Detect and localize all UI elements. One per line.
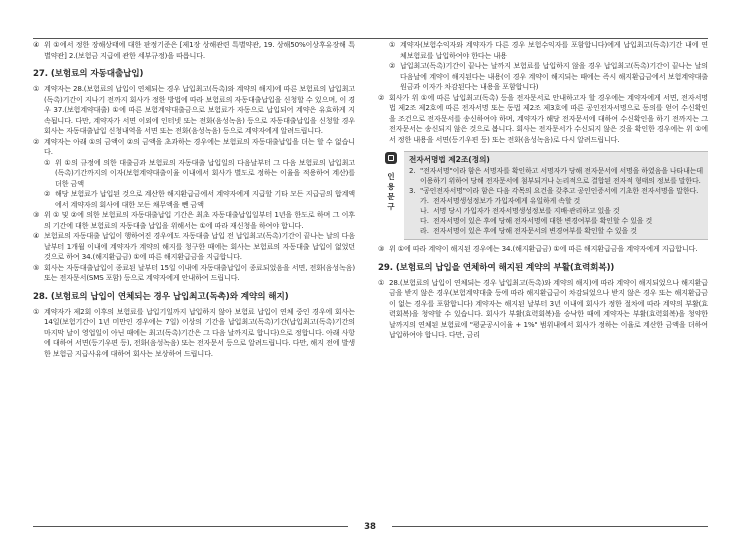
quotation-marker: 나. — [420, 207, 429, 215]
quotation-marker: 다. — [420, 217, 429, 225]
section-27-clause-2-sub-2 — [33, 189, 355, 210]
section-27-clause-3 — [33, 210, 355, 231]
clause-marker: ② — [33, 136, 40, 146]
quotation-text: 전자서명이 있은 후에 당해 전자문서의 변경여부를 확인할 수 있을 것 — [433, 227, 637, 235]
quotation-marker: 가. — [420, 197, 429, 205]
quotation-item-3 — [409, 186, 703, 196]
quotation-content — [404, 151, 708, 240]
clause-marker: ① — [33, 306, 40, 316]
quotation-text: "전자서명"이라 함은 서명자를 확인하고 서명자가 당해 전자문서에 서명을 하였음을 나타내는데 이용하기 위하여 당해 전자문서에 첨부되거나 논리적으로 결합된 전자적 형태의 정보를 말한다. — [420, 167, 703, 185]
subclause-text: 납입최고(독촉)기간이 끝나는 날까지 보험료를 납입하지 않을 경우 납입최고(독촉)기간이 끝나는 날의 다음날에 계약이 해지된다는 내용(이 경우 계약이 해지되는 때에는 즉시 해지환급금에서 보험계약대출원금과 이자가 차감된다는 내용을 포함합니다) — [400, 61, 708, 91]
quotation-text: 전자서명생성정보가 가입자에게 유일하게 속할 것 — [433, 197, 581, 205]
clause-text: 계약자가 제2회 이후의 보험료를 납입기일까지 납입하지 않아 보험료 납입이 연체 중인 경우에 회사는 14일(보험기간이 1년 미만인 경우에는 7일) 이상의 기간을 납입최고(독촉)기간(납입최고(독촉)기간의 마지막 날이 영업일이 아닌 때에는 최고(독촉)기간은 그 다음 날까지로 합니다)으로 정합니다. 아래 사항에 대하여 서면(등기우편 등), 전화(음성녹음) 또는 전자문서 등으로 알려드립니다. 다만, 해지 전에 발생한 보험금 지급사유에 대하여 회사는 보상하여 드립니다. — [44, 306, 355, 358]
section-27-clause-2 — [33, 137, 355, 158]
subclause-marker: ② — [389, 61, 396, 70]
section-27-clause-5 — [33, 263, 355, 284]
clause-text: 28.(보험료의 납입이 연체되는 경우 납입최고(독촉)와 계약의 해지)에 따라 계약이 해지되었으나 해지환급금을 받지 않은 경우(보험계약대출 등에 따라 해지환급금이 차감되었으나 받지 않은 경우 또는 해지환급금이 없는 경우를 포함합니다) 계약자는 해지된 날부터 3년 이내에 회사가 정한 절차에 따라 계약의 부활(효력회복)을 청약할 수 있습니다. 회사가 부활(효력회복)을 승낙한 때에 계약자는 부활(효력회복)을 청약한 날까지의 연체된 보험료에 "평균공시이율 + 1%" 범위내에서 회사가 정하는 이율로 계산한 금액을 더하여 납입하여야 합니다. 다만, 금리 — [389, 277, 708, 339]
clause-marker: ⑤ — [33, 262, 40, 272]
bottom-rule-right — [392, 526, 708, 527]
quotation-text: 서명 당시 가입자가 전자서명생성정보를 지배·관리하고 있을 것 — [433, 207, 620, 215]
subclause-marker: ① — [44, 157, 51, 167]
section-28-clause-2 — [378, 93, 708, 146]
subclause-text: 해당 보험료가 납입된 것으로 계산한 해지환급금에서 계약자에게 지급할 기타 모든 지급금의 합계액에서 계약자의 회사에 대한 모든 채무액을 뺀 금액 — [55, 189, 355, 209]
quotation-item-ra — [409, 226, 703, 236]
subclause-text: 계약자(보험수익자와 계약자가 다른 경우 보험수익자를 포함합니다)에게 납입최고(독촉)기간 내에 연체보험료를 납입하여야 한다는 내용 — [400, 40, 708, 60]
clause-marker: ③ — [378, 244, 385, 253]
section-28-clause-1 — [33, 307, 355, 360]
subclause-text: 위 ①의 규정에 의한 대출금과 보험료의 자동대출 납입일의 다음날부터 그 다음 보험료의 납입최고(독촉)기간까지의 이자(보험계약대출이율 이내에서 회사가 별도로 정하는 이율을 적용하여 계산)를 더한 금액 — [55, 157, 355, 188]
clause-4-intro — [33, 40, 355, 61]
section-29-heading: 29. (보험료의 납입을 연체하여 해지된 계약의 부활(효력회복)) — [378, 262, 615, 273]
clause-text: 위 ①에 따라 계약이 해지된 경우에는 34.(해지환급금) ①에 따른 해지환급금을 계약자에게 지급합니다. — [389, 244, 698, 253]
subclause-marker: ② — [44, 189, 51, 198]
quotation-marker: 3. — [409, 187, 416, 195]
clause-text: 보험료의 자동대출 납입이 행하여진 경우에도 자동대출 납입 전 납입최고(독촉)기간이 끝나는 날의 다음날부터 1개월 이내에 계약자가 계약의 해지를 청구한 때에는 회사는 보험료의 자동대출 납입이 없었던 것으로 하여 34.(해지환급금) ①에 따른 해지환급금을 지급합니다. — [44, 231, 355, 261]
section-28-heading: 28. (보험료의 납입이 연체되는 경우 납입최고(독촉)와 계약의 해지) — [33, 291, 289, 302]
section-27-heading: 27. (보험료의 자동대출납입) — [33, 69, 144, 79]
document-icon — [385, 152, 397, 164]
quotation-item-na — [409, 206, 703, 216]
section-27-clause-4 — [33, 231, 355, 263]
top-rule — [33, 38, 708, 39]
clause-marker: ② — [378, 92, 385, 102]
clause-marker: ① — [378, 277, 385, 287]
section-28-clause-1-sub-2 — [378, 61, 708, 93]
clause-text: 회사가 위 ①에 따른 납입최고(독촉) 등을 전자문서로 안내하고자 할 경우에는 계약자에게 서면, 전자서명법 제2조 제2호에 따른 전자서명 또는 동법 제2조 제3호에 따른 공인전자서명으로 동의를 얻어 수신확인을 조건으로 전자문서를 송신하여야 하며, 계약자가 해당 전자문서에 대하여 수신확인을 하기 전까지는 그 전자문서는 송신되지 않은 것으로 봅니다. 회사는 전자문서가 수신되지 않은 것을 확인한 경우에는 위 ①에서 정한 내용을 서면(등기우편 등) 또는 전화(음성녹음)로 다시 알려드립니다. — [389, 92, 708, 144]
clause-text: 계약자는 28.(보험료의 납입이 연체되는 경우 납입최고(독촉)와 계약의 해지)에 따른 보험료의 납입최고(독촉)기간이 지나기 전까지 회사가 정한 방법에 따라 보험료의 자동대출납입을 신청할 수 있으며, 이 경우 37.(보험계약대출) ①에 따른 보험계약대출금으로 보험료가 자동으로 납입되어 계약은 유효하게 지속됩니다. 다만, 계약자가 서면 이외에 인터넷 또는 전화(음성녹음) 등으로 자동대출납입을 신청할 경우 회사는 자동대출납입 신청내역을 서면 또는 전화(음성녹음) 등으로 계약자에게 알려드립니다. — [44, 84, 355, 135]
quotation-item-2 — [409, 166, 703, 186]
quotation-label — [378, 151, 404, 240]
quotation-item-ga — [409, 196, 703, 206]
subclause-marker: ① — [389, 40, 396, 49]
quotation-title: 전자서명법 제2조(정의) — [409, 155, 490, 164]
quotation-box — [378, 151, 708, 240]
quotation-marker: 라. — [420, 227, 429, 235]
page-number: 38 — [364, 522, 376, 532]
clause-text: 계약자는 아래 ①의 금액이 ②의 금액을 초과하는 경우에는 보험료의 자동대출납입을 더는 할 수 없습니다. — [44, 136, 355, 156]
clause-marker: ① — [33, 84, 40, 93]
section-29-clause-1 — [378, 278, 708, 341]
left-column — [33, 40, 355, 359]
section-28-clause-3 — [378, 244, 708, 255]
quotation-text: "공인전자서명"이라 함은 다음 각목의 요건을 갖추고 공인인증서에 기초한 전자서명을 말한다. — [420, 187, 699, 195]
section-27-clause-1 — [33, 84, 355, 137]
quotation-item-da — [409, 216, 703, 226]
quotation-label-text: 인용문구 — [387, 172, 395, 211]
quotation-text: 전자서명이 있은 후에 당해 전자서명에 대한 변경여부를 확인할 수 있을 것 — [433, 217, 653, 225]
section-28-clause-1-sub-1 — [378, 40, 708, 61]
quotation-marker: 2. — [409, 167, 416, 175]
right-column — [378, 40, 708, 341]
bottom-rule-left — [33, 526, 348, 527]
clause-marker: ④ — [33, 231, 40, 240]
clause-text: 회사는 자동대출납입이 종료된 날부터 15일 이내에 자동대출납입이 종료되었음을 서면, 전화(음성녹음) 또는 전자문서(SMS 포함) 등으로 계약자에게 안내하여 드립니다. — [44, 262, 355, 282]
clause-text: 위 ①에서 정한 장해상태에 대한 판정기준은 [제1장 상해관련 특별약관, 19. 상해50%이상후유장해 특별약관] 2.(보험금 지급에 관한 세부규정)을 따릅니다. — [44, 40, 355, 60]
section-27-clause-2-sub-1 — [33, 158, 355, 190]
clause-marker: ④ — [33, 40, 40, 49]
clause-marker: ③ — [33, 210, 40, 219]
clause-text: 위 ① 및 ②에 의한 보험료의 자동대출납입 기간은 최초 자동대출납입일부터 1년을 한도로 하며 그 이후의 기간에 대한 보험료의 자동대출 납입을 위해서는 ①에 따라 재신청을 하여야 합니다. — [44, 210, 355, 230]
